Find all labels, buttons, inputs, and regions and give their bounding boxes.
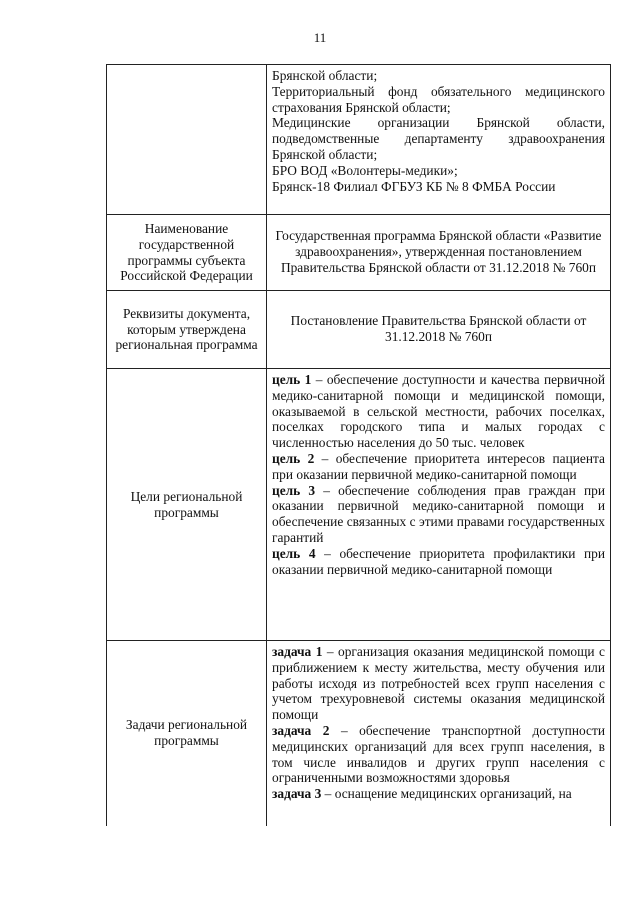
goal-text: – обеспечение приоритета интересов пациента при оказании первичной медико-санитарной помощи [272,450,606,482]
task-item [272,644,605,723]
goal-term: цель 1 [272,372,312,387]
participant-line: БРО ВОД «Волонтеры-медики»; [272,162,458,178]
goal-term: цель 2 [272,450,315,466]
goals-label: Цели региональной программы [107,369,267,641]
state-program-label: Наименование государственной программы субъекта Российской Федерации [107,215,267,291]
task-item [272,786,605,802]
table-row-requisites [107,291,611,369]
participant-line: Брянской области; [272,68,378,83]
requisites-label: Реквизиты документа, которым утверждена региональная программа [107,291,267,369]
tasks-value-cell [267,641,611,826]
goal-term: цель 4 [272,545,316,561]
tasks-label: Задачи региональной программы [107,641,267,826]
goal-text: – обеспечение доступности и качества первичной медико-санитарной помощи и медицинской помощи, оказываемой в сельской местности, рабочих поселках, поселках городского типа и малых городах с численностью населения до 50 тыс. человек [272,372,605,451]
task-item [272,723,605,786]
goals-value-cell [267,369,611,641]
goal-text: – обеспечение соблюдения прав граждан при оказании первичной медико-санитарной помощи и обеспечение связанных с этими правами государственных гарантий [272,482,605,545]
program-passport-table [106,64,611,826]
page-number: 11 [313,30,327,45]
goal-item [272,546,605,578]
goal-item [272,483,605,546]
participant-line: Брянск-18 Филиал ФГБУЗ КБ № 8 ФМБА России [272,178,556,194]
table-row-participants [107,65,611,215]
goal-item [272,451,605,483]
table-row-goals [107,369,611,641]
task-text: – организация оказания медицинской помощи с приближением к месту жительства, месту обучения или работы исходя из потребностей всех групп населения с учетом трехуровневой системы оказания медицинской помощи [272,644,605,723]
goal-term: цель 3 [272,482,316,498]
table-row-state-program [107,215,611,291]
task-text: – оснащение медицинских организаций, на [321,786,572,802]
goal-item [272,372,605,451]
table-row-tasks [107,641,611,826]
participants-value-cell [267,65,611,215]
task-term: задача 2 [272,722,330,738]
requisites-value: Постановление Правительства Брянской области от 31.12.2018 № 760п [267,291,611,369]
task-text: – обеспечение транспортной доступности медицинских организаций для всех групп населения, в том числе инвалидов и других групп населения с ограниченными возможностями здоровья [272,722,605,786]
task-term: задача 1 [272,644,323,659]
state-program-value: Государственная программа Брянской области «Развитие здравоохранения», утвержденная постановлением Правительства Брянской области от 31.12.2018 № 760п [267,215,611,291]
participant-line: Территориальный фонд обязательного медицинского страхования Брянской области; [272,83,605,115]
task-term: задача 3 [272,786,322,802]
participants-label-cell [107,65,267,215]
participant-line: Медицинские организации Брянской области, подведомственные департаменту здравоохранения Брянской области; [272,115,605,162]
goal-text: – обеспечение приоритета профилактики при оказании первичной медико-санитарной помощи [272,545,606,577]
